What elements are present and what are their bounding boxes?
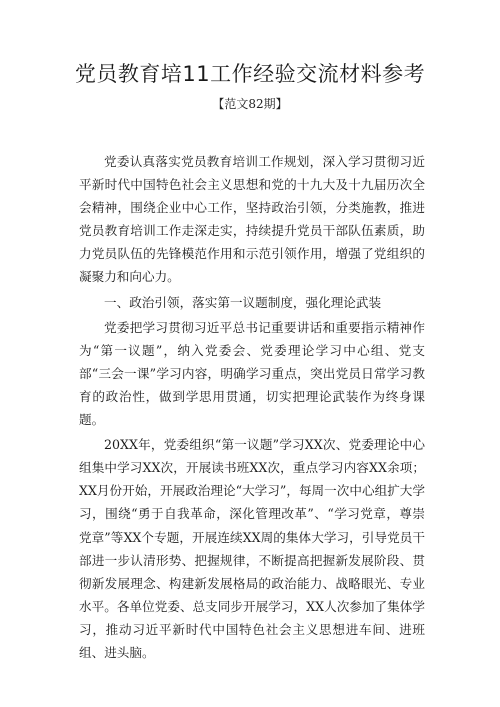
intro-paragraph: 党委认真落实党员教育培训工作规划，深入学习贯彻习近平新时代中国特色社会主义思想和党的十九大及十九届历次全会精神，围绕企业中心工作，坚持政治引领，分类施教，推进党员教育培训工作走深走实，持续提升党员干部队伍素质，助力党员队伍的先锋模范作用和示范引领作用，增强了党组织的凝聚力和向心力。 bbox=[79, 154, 425, 285]
document-issue-number: 【范文82期】 bbox=[212, 97, 288, 111]
document-body bbox=[79, 150, 425, 666]
body-paragraph: 党委把学习贯彻习近平总书记重要讲话和重要指示精神作为“第一议题”，纳入党委会、党委理论学习中心组、党支部“三会一课”学习内容，明确学习重点，突出党员日常学习教育的政治性，做到学思用贯通，切实把理论武装作为终身课题。 bbox=[79, 319, 425, 428]
body-paragraph: 20XX年，党委组织“第一议题”学习XX次、党委理论中心组集中学习XX次，开展读书班XX次，重点学习内容XX余项；XX月份开始，开展政治理论“大学习”，每周一次中心组扩大学习，围绕“勇于自我革命，深化管理改革”、“学习党章，尊崇党章”等XX个专题，开展连续XX周的集体大学习，引导党员干部进一步认清形势、把握规律，不断提高把握新发展阶段、贯彻新发展理念、构建新发展格局的政治能力、战略眼光、专业水平。各单位党委、总支同步开展学习，XX人次参加了集体学习，推动习近平新时代中国特色社会主义思想进车间、进班组、进头脑。 bbox=[79, 437, 425, 660]
document-title: 党员教育培11工作经验交流材料参考 bbox=[74, 62, 426, 86]
section-heading: 一、政治引领，落实第一议题制度，强化理论武装 bbox=[104, 294, 382, 310]
